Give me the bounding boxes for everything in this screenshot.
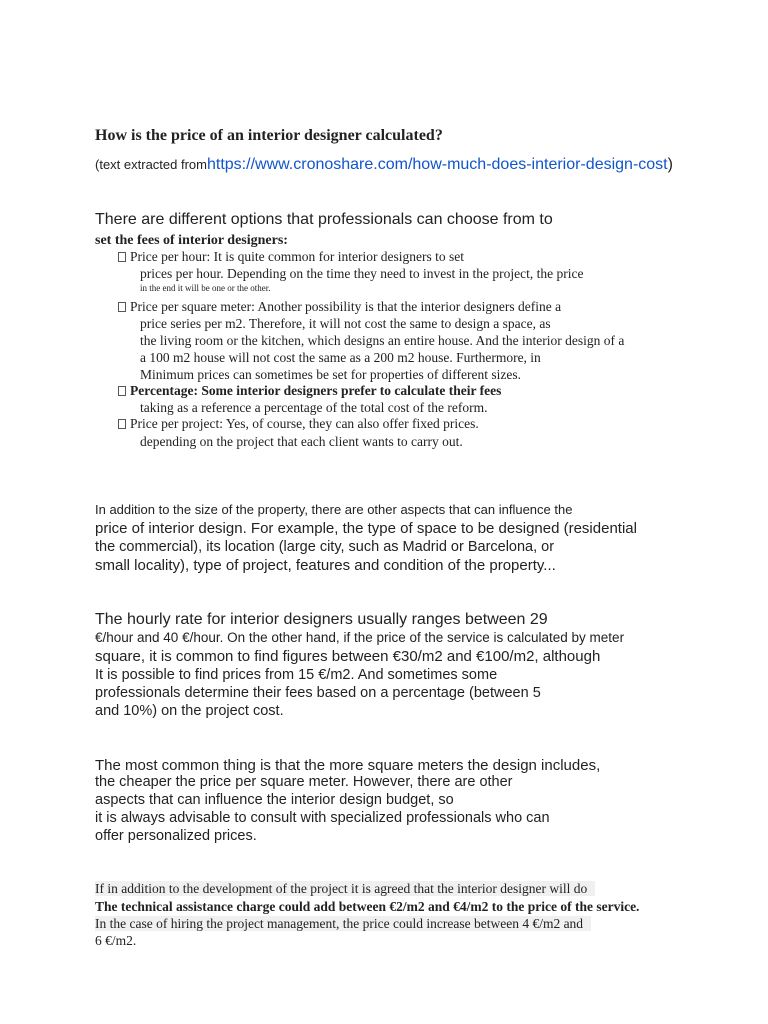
paragraph-line: and 10%) on the project cost. xyxy=(95,703,284,719)
paragraph-line: The hourly rate for interior designers usually ranges between 29 xyxy=(95,611,548,628)
bullet-box-icon xyxy=(118,386,126,396)
paragraph-line: aspects that can influence the interior design budget, so xyxy=(95,792,454,808)
paragraph-line: the cheaper the price per square meter. However, there are other xyxy=(95,774,513,790)
paragraph-line: In addition to the size of the property, there are other aspects that can influence the xyxy=(95,502,573,517)
bullet-continuation: the living room or the kitchen, which designs an entire house. And the interior design of a xyxy=(140,333,625,348)
paragraph-line: The most common thing is that the more square meters the design includes, xyxy=(95,757,601,774)
highlighted-text: In the case of hiring the project management, the price could increase between 4 €/m2 and xyxy=(95,916,591,931)
bullet-continuation: price series per m2. Therefore, it will not cost the same to design a space, as xyxy=(140,316,551,331)
source-line xyxy=(95,156,673,174)
bullet-price-per-square-meter xyxy=(118,299,561,315)
paragraph-line-bold: The technical assistance charge could add between €2/m2 and €4/m2 to the price of the service. xyxy=(95,899,640,914)
bullet-continuation: taking as a reference a percentage of the total cost of the reform. xyxy=(140,400,488,415)
bullet-price-per-project xyxy=(118,416,479,432)
source-link[interactable]: https://www.cronoshare.com/how-much-does-interior-design-cost xyxy=(206,156,668,173)
bullet-continuation: depending on the project that each client wants to carry out. xyxy=(140,434,463,449)
paragraph-line: small locality), type of project, features and condition of the property... xyxy=(95,557,556,574)
bullet-box-icon xyxy=(118,302,126,312)
bullet-text: Percentage: Some interior designers prefer to calculate their fees xyxy=(130,383,502,398)
paragraph-line: square, it is common to find figures between €30/m2 and €100/m2, although xyxy=(95,648,601,665)
paragraph-line: 6 €/m2. xyxy=(95,933,137,948)
source-prefix: (text extracted from xyxy=(95,157,207,172)
bullet-text: Price per square meter: Another possibility is that the interior designers define a xyxy=(130,299,562,314)
intro-line-1: There are different options that professionals can choose from to xyxy=(95,211,553,228)
paragraph-line xyxy=(95,881,595,897)
paragraph-line: It is possible to find prices from 15 €/m2. And sometimes some xyxy=(95,667,498,683)
bullet-continuation: a 100 m2 house will not cost the same as a 200 m2 house. Furthermore, in xyxy=(140,350,541,365)
paragraph-line: price of interior design. For example, the type of space to be designed (residential xyxy=(95,520,637,537)
paragraph-line xyxy=(95,916,591,932)
bullet-box-icon xyxy=(118,252,126,262)
source-suffix: ) xyxy=(667,156,673,173)
bullet-box-icon xyxy=(118,419,126,429)
page-title: How is the price of an interior designer calculated? xyxy=(95,127,443,144)
bullet-price-per-hour xyxy=(118,249,464,265)
bullet-continuation: prices per hour. Depending on the time they need to invest in the project, the price xyxy=(140,266,584,281)
bullet-continuation: Minimum prices can sometimes be set for properties of different sizes. xyxy=(140,367,522,382)
paragraph-line: offer personalized prices. xyxy=(95,828,257,844)
intro-line-2: set the fees of interior designers: xyxy=(95,233,288,248)
bullet-continuation-small: in the end it will be one or the other. xyxy=(140,283,271,293)
highlighted-text: If in addition to the development of the project it is agreed that the interior designer will do xyxy=(95,881,595,896)
paragraph-line: it is always advisable to consult with specialized professionals who can xyxy=(95,810,550,826)
paragraph-line: professionals determine their fees based on a percentage (between 5 xyxy=(95,685,541,701)
bullet-text: Price per hour: It is quite common for interior designers to set xyxy=(130,249,465,264)
bullet-percentage xyxy=(118,383,501,399)
paragraph-line: €/hour and 40 €/hour. On the other hand, if the price of the service is calculated by meter xyxy=(95,630,625,645)
paragraph-line: the commercial), its location (large city, such as Madrid or Barcelona, or xyxy=(95,539,555,555)
bullet-text: Price per project: Yes, of course, they can also offer fixed prices. xyxy=(130,416,479,431)
